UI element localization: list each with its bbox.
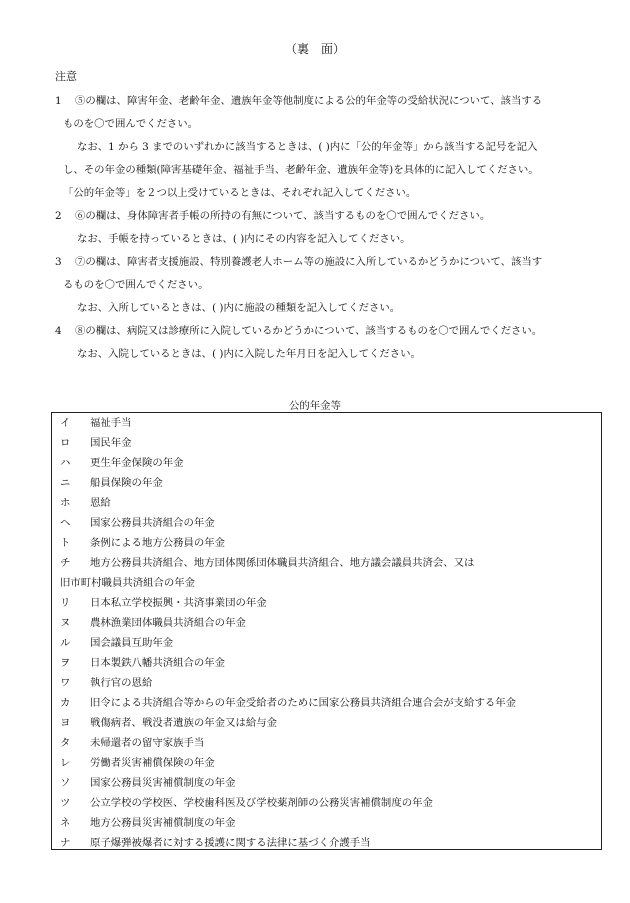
row-code: イ <box>60 417 71 429</box>
page-title: （裏 面） <box>284 42 345 56</box>
row-code: ハ <box>60 457 71 469</box>
row-text: 戦傷病者、戦没者遺族の年金又は給与金 <box>90 717 278 729</box>
row-code: ヨ <box>60 717 71 729</box>
table-row <box>60 437 600 457</box>
row-code: カ <box>60 697 71 709</box>
row-text: 農林漁業団体職員共済組合の年金 <box>90 617 246 629</box>
table-caption: 公的年金等 <box>289 400 341 412</box>
table-row <box>60 497 600 517</box>
pension-table <box>51 412 602 850</box>
row-text: 国会議員互助年金 <box>90 637 174 649</box>
row-text: 日本製鉄八幡共済組合の年金 <box>90 657 226 669</box>
note-1-line-3: なお、1 から 3 までのいずれかに該当するときは、( )内に「公的年金等」から該当する記号を記入 <box>77 141 538 153</box>
row-code: リ <box>60 597 71 609</box>
notes-section <box>55 94 600 370</box>
note-1-line-4: し、その年金の種類(障害基礎年金、福祉手当、老齢年金、遺族年金等)を具体的に記入してください。 <box>63 164 539 176</box>
note-1-line-2: ものを〇で囲んでください。 <box>63 118 199 130</box>
table-row <box>60 617 600 637</box>
table-row <box>60 417 600 437</box>
row-code: チ <box>60 557 71 569</box>
row-code: ナ <box>60 837 71 849</box>
row-text: 船員保険の年金 <box>90 477 163 489</box>
note-text: ⑥の欄は、身体障害者手帳の所持の有無について、該当するものを〇で囲んでください。 <box>75 210 491 222</box>
table-row <box>60 757 600 777</box>
note-2-line-1 <box>55 209 600 232</box>
note-number: 2 <box>55 210 62 222</box>
note-1-line-5: 「公的年金等」を２つ以上受けているときは、それぞれ記入してください。 <box>63 187 417 199</box>
table-row <box>60 717 600 737</box>
row-code: ネ <box>60 817 71 829</box>
row-code: ワ <box>60 677 71 689</box>
row-code: ト <box>60 537 71 549</box>
row-code: ロ <box>60 437 71 449</box>
row-code: タ <box>60 737 71 749</box>
row-code: ニ <box>60 477 71 489</box>
row-text: 国家公務員災害補償制度の年金 <box>90 777 236 789</box>
row-text: 条例による地方公務員の年金 <box>90 537 226 549</box>
row-text: 恩給 <box>90 497 111 509</box>
row-text: 未帰還者の留守家族手当 <box>90 737 205 749</box>
table-row <box>60 637 600 657</box>
note-text: ⑧の欄は、病院又は診療所に入院しているかどうかについて、該当するものを〇で囲んでください。 <box>75 325 543 337</box>
row-code: ヲ <box>60 657 71 669</box>
row-code: ソ <box>60 777 71 789</box>
note-text: ⑤の欄は、障害年金、老齢年金、遺族年金等他制度による公的年金等の受給状況について、該当する <box>75 95 543 107</box>
row-text: 原子爆弾被爆者に対する援護に関する法律に基づく介護手当 <box>90 837 371 849</box>
table-row <box>60 797 600 817</box>
row-text: 旧市町村職員共済組合の年金 <box>60 577 196 589</box>
table-row <box>60 537 600 557</box>
row-code: ホ <box>60 497 71 509</box>
note-text: ⑦の欄は、障害者支援施設、特別養護老人ホーム等の施設に入所しているかどうかについて、該当す <box>75 256 543 268</box>
row-text: 執行官の恩給 <box>90 677 153 689</box>
row-text: 国家公務員共済組合の年金 <box>90 517 215 529</box>
table-row <box>60 477 600 497</box>
table-row <box>60 657 600 677</box>
row-text: 国民年金 <box>90 437 132 449</box>
table-row <box>60 697 600 717</box>
table-row <box>60 837 600 857</box>
note-3-line-2: るものを〇で囲んでください。 <box>63 279 209 291</box>
row-code: ツ <box>60 797 71 809</box>
table-row <box>60 457 600 477</box>
note-1-line-1 <box>55 94 600 117</box>
row-code: ヌ <box>60 617 71 629</box>
table-row <box>60 597 600 617</box>
note-3-line-3: なお、入所しているときは、( )内に施設の種類を記入してください。 <box>77 302 401 314</box>
pension-table-rows <box>60 417 600 857</box>
row-text: 福祉手当 <box>90 417 132 429</box>
row-code: レ <box>60 757 71 769</box>
note-4-line-1 <box>55 324 600 347</box>
table-row <box>60 577 600 597</box>
table-row <box>60 737 600 757</box>
note-number: 3 <box>55 256 62 268</box>
table-row <box>60 557 600 577</box>
row-text: 更生年金保険の年金 <box>90 457 184 469</box>
table-row <box>60 817 600 837</box>
row-text: 地方公務員災害補償制度の年金 <box>90 817 236 829</box>
note-4-line-2: なお、入院しているときは、( )内に入院した年月日を記入してください。 <box>77 348 421 360</box>
note-number: 4 <box>55 325 62 337</box>
note-number: 1 <box>55 95 62 107</box>
row-text: 労働者災害補償保険の年金 <box>90 757 215 769</box>
row-text: 公立学校の学校医、学校歯科医及び学校薬剤師の公務災害補償制度の年金 <box>90 797 433 809</box>
table-row <box>60 777 600 797</box>
table-row <box>60 677 600 697</box>
row-code: ヘ <box>60 517 71 529</box>
row-text: 旧令による共済組合等からの年金受給者のために国家公務員共済組合連合会が支給する年金 <box>90 697 517 709</box>
row-text: 日本私立学校振興・共済事業団の年金 <box>90 597 267 609</box>
row-text: 地方公務員共済組合、地方団体関係団体職員共済組合、地方議会議員共済会、又は <box>90 557 475 569</box>
row-code: ル <box>60 637 71 649</box>
note-2-line-2: なお、手帳を持っているときは、( )内にその内容を記入してください。 <box>77 233 411 245</box>
table-row <box>60 517 600 537</box>
note-3-line-1 <box>55 255 600 278</box>
notes-heading: 注意 <box>55 70 77 83</box>
